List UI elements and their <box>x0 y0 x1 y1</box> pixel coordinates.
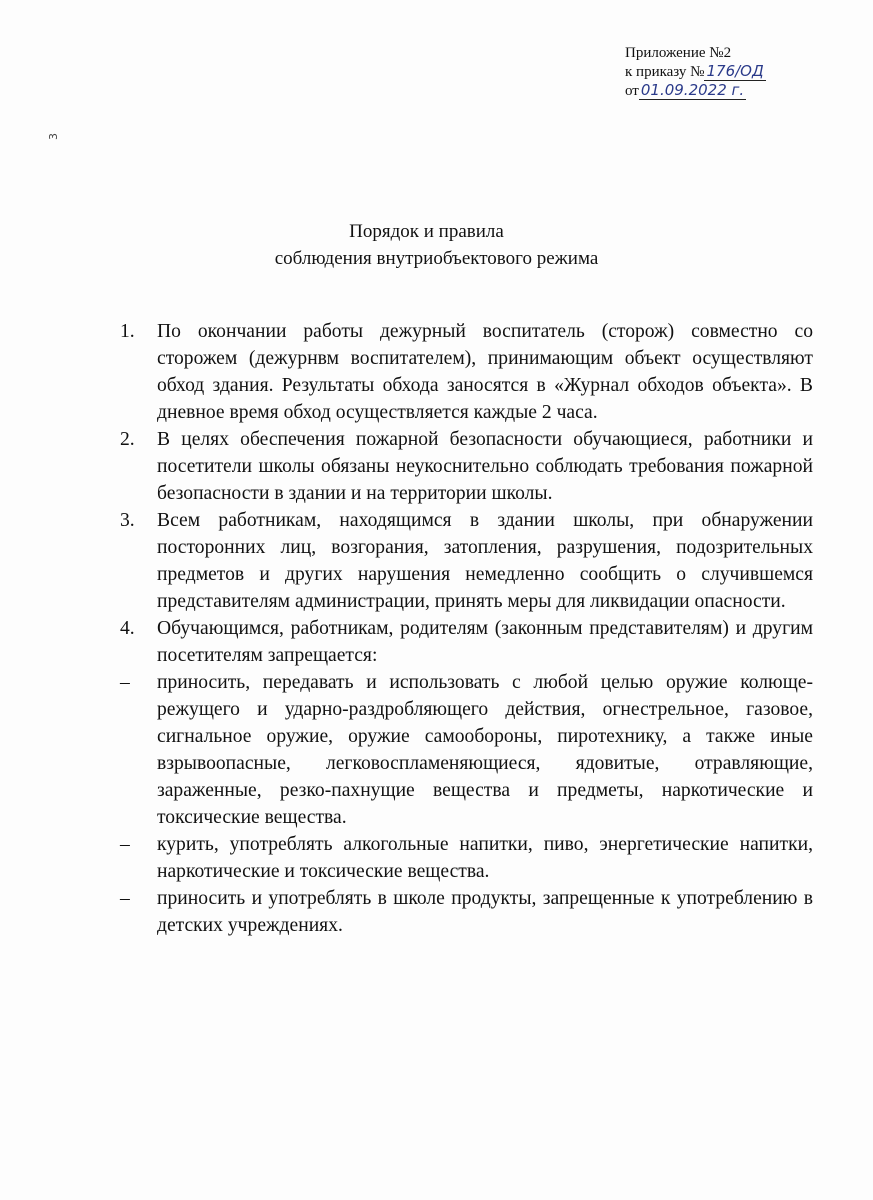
rule-item <box>120 507 813 615</box>
prohibition-item <box>120 669 813 831</box>
appendix-header <box>625 44 845 100</box>
rule-text: Обучающимся, работникам, родителям (законным представителям) и другим посетителям запрещается: <box>157 618 813 666</box>
order-date-prefix: от <box>625 83 639 99</box>
rule-item <box>120 318 813 426</box>
rule-item <box>120 426 813 507</box>
document-title-line1: Порядок и правила <box>349 221 504 242</box>
side-page-mark: 3 <box>47 133 60 140</box>
rule-text: В целях обеспечения пожарной безопасности обучающиеся, работники и посетители школы обязаны неукоснительно соблюдать требования пожарной безопасности в здании и на территории школы. <box>157 429 813 504</box>
rule-number: 4. <box>120 618 135 639</box>
document-body <box>120 318 813 939</box>
order-number-handwritten: 176/ОД <box>706 62 764 80</box>
prohibition-item <box>120 831 813 885</box>
dash-marker: – <box>120 888 130 909</box>
rule-item <box>120 615 813 669</box>
dash-marker: – <box>120 672 130 693</box>
order-number-line <box>625 62 845 81</box>
numbered-rules-list <box>120 318 813 669</box>
prohibition-text: приносить и употреблять в школе продукты, запрещенные к употреблению в детских учреждениях. <box>157 888 813 936</box>
prohibition-text: приносить, передавать и использовать с любой целью оружие колюще-режущего и ударно-раздробляющего действия, огнестрельное, газовое, сигнальное оружие, оружие самообороны, пиротехнику, а также иные взрывоопасные, легковоспламеняющиеся, ядовитые, отравляющие, зараженные, резко-пахнущие вещества и предметы, наркотические и токсические вещества. <box>157 672 813 828</box>
dash-marker: – <box>120 834 130 855</box>
order-date-handwritten: 01.09.2022 г. <box>640 81 745 99</box>
document-title-line2: соблюдения внутриобъектового режима <box>274 248 599 269</box>
prohibition-item <box>120 885 813 939</box>
rule-text: По окончании работы дежурный воспитатель (сторож) совместно со сторожем (дежурнвм воспитателем), принимающим объект осуществляют обход здания. Результаты обхода заносятся в «Журнал обходов объекта». В дневное время обход осуществляется каждые 2 часа. <box>157 321 813 423</box>
rule-number: 1. <box>120 321 135 342</box>
order-number-prefix: к приказу № <box>625 64 705 80</box>
prohibitions-list <box>120 669 813 939</box>
prohibition-text: курить, употреблять алкогольные напитки, пиво, энергетические напитки, наркотические и токсические вещества. <box>157 834 813 882</box>
rule-number: 2. <box>120 429 135 450</box>
appendix-title: Приложение №2 <box>625 45 732 61</box>
order-date-line <box>625 81 845 100</box>
rule-number: 3. <box>120 510 135 531</box>
rule-text: Всем работникам, находящимся в здании школы, при обнаружении посторонних лиц, возгорания, затопления, разрушения, подозрительных предметов и других нарушения немедленно сообщить о случившемся представителям администрации, принять меры для ликвидации опасности. <box>157 510 813 612</box>
